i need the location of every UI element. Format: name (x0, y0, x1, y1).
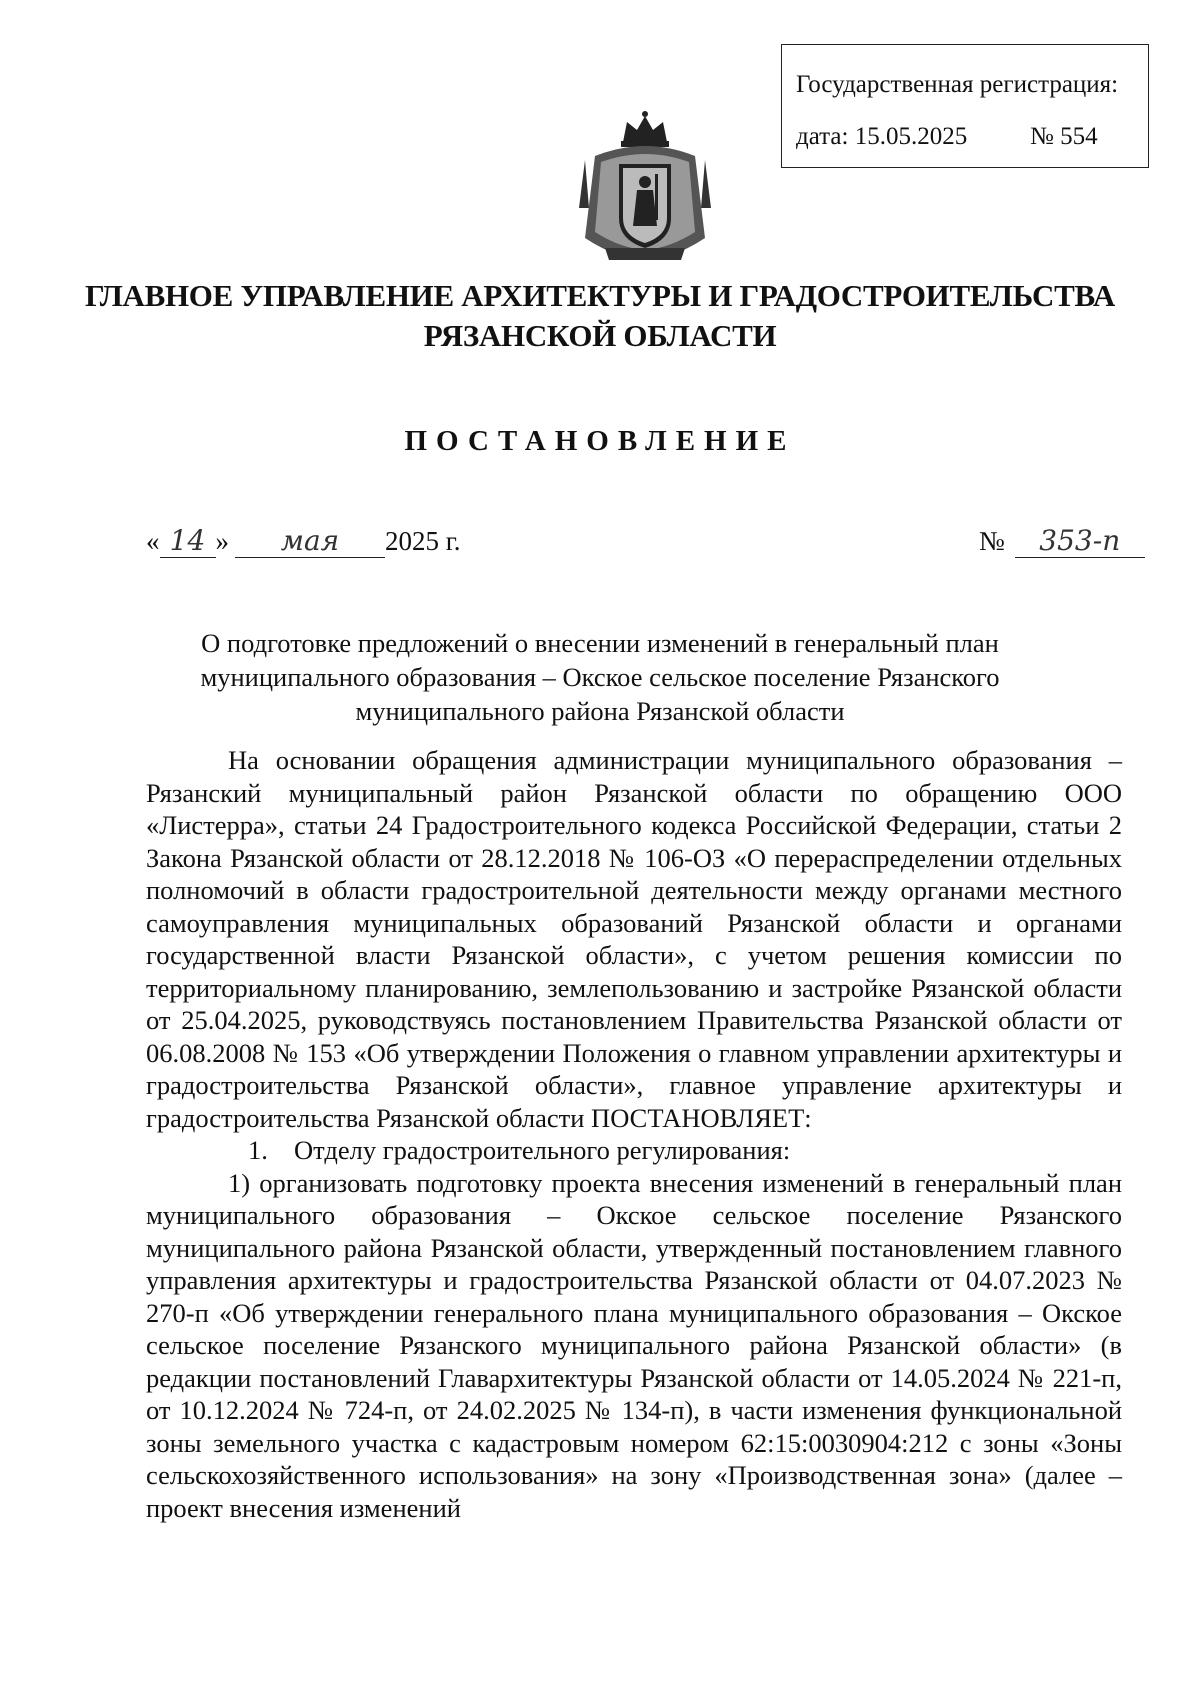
decree-number (979, 524, 1145, 558)
decree-number-handwritten: 353-п (1015, 524, 1145, 558)
registration-number: № 554 (1030, 123, 1098, 150)
agency-name-line1: ГЛАВНОЕ УПРАВЛЕНИЕ АРХИТЕКТУРЫ И ГРАДОСТРОИТЕЛЬСТВА (84, 278, 1115, 313)
decree-body (146, 744, 1122, 1524)
registration-title: Государственная регистрация: (796, 71, 1119, 98)
subitem-1-paragraph: 1) организовать подготовку проекта внесения изменений в генеральный план муниципального образования – Окское сельское поселение Рязанского муниципального района Рязанской области, утвержденный постановлением главного управления архитектуры и градостроительства Рязанской области от 04.07.2023 № 270-п «Об утверждении генерального плана муниципального образования – Окское сельское поселение Рязанского муниципального района Рязанской области» (в редакции постановлений Главархитектуры Рязанской области от 14.05.2024 № 221-п, от 10.12.2024 № 724-п, от 24.02.2025 № 134-п), в части изменения функциональной зоны земельного участка с кадастровым номером 62:15:0030904:212 с зоны «Зоны сельскохозяйственного использования» на зону «Производственная зона» (далее – проект внесения изменений (146, 1167, 1122, 1523)
decree-subject (0, 626, 1200, 728)
registration-date: дата: 15.05.2025 (796, 123, 968, 150)
preamble-paragraph: На основании обращения администрации муниципального образования – Рязанский муниципальный район Рязанской области по обращению ООО «Листерра», статьи 24 Градостроительного кодекса Российской Федерации, статьи 2 Закона Рязанской области от 28.12.2018 № 106-ОЗ «О перераспределении отдельных полномочий в области градостроительной деятельности между органами местного самоуправления муниципальных образований Рязанской области и органами государственной власти Рязанской области», с учетом решения комиссии по территориальному планированию, землепользованию и застройке Рязанской области от 25.04.2025, руководствуясь постановлением Правительства Рязанской области от 06.08.2008 № 153 «Об утверждении Положения о главном управлении архитектуры и градостроительства Рязанской области», главное управление архитектуры и градостроительства Рязанской области ПОСТАНОВЛЯЕТ: (146, 745, 1122, 1133)
subject-line: О подготовке предложений о внесении изменений в генеральный план (201, 628, 999, 658)
subject-line: муниципального района Рязанской области (355, 696, 845, 726)
subject-line: муниципального образования – Окское сельское поселение Рязанского (200, 662, 1000, 692)
date-day-handwritten: 14 (160, 524, 216, 558)
document-type-title: ПОСТАНОВЛЕНИЕ (404, 425, 796, 457)
registration-stamp (781, 44, 1149, 168)
item-1-number: 1. (248, 1135, 268, 1165)
number-sign: № (979, 526, 1005, 556)
date-year: 2025 г. (385, 526, 461, 556)
date-close-quote: » (215, 526, 229, 556)
date-month-handwritten: мая (235, 524, 385, 558)
item-1-text: Отделу градостроительного регулирования: (294, 1135, 791, 1165)
item-1 (146, 1134, 1122, 1167)
date-open-quote: « (146, 526, 160, 556)
ryazan-coat-of-arms-icon (565, 108, 725, 268)
decree-date (146, 524, 461, 558)
agency-name-line2: РЯЗАНСКОЙ ОБЛАСТИ (423, 318, 777, 353)
